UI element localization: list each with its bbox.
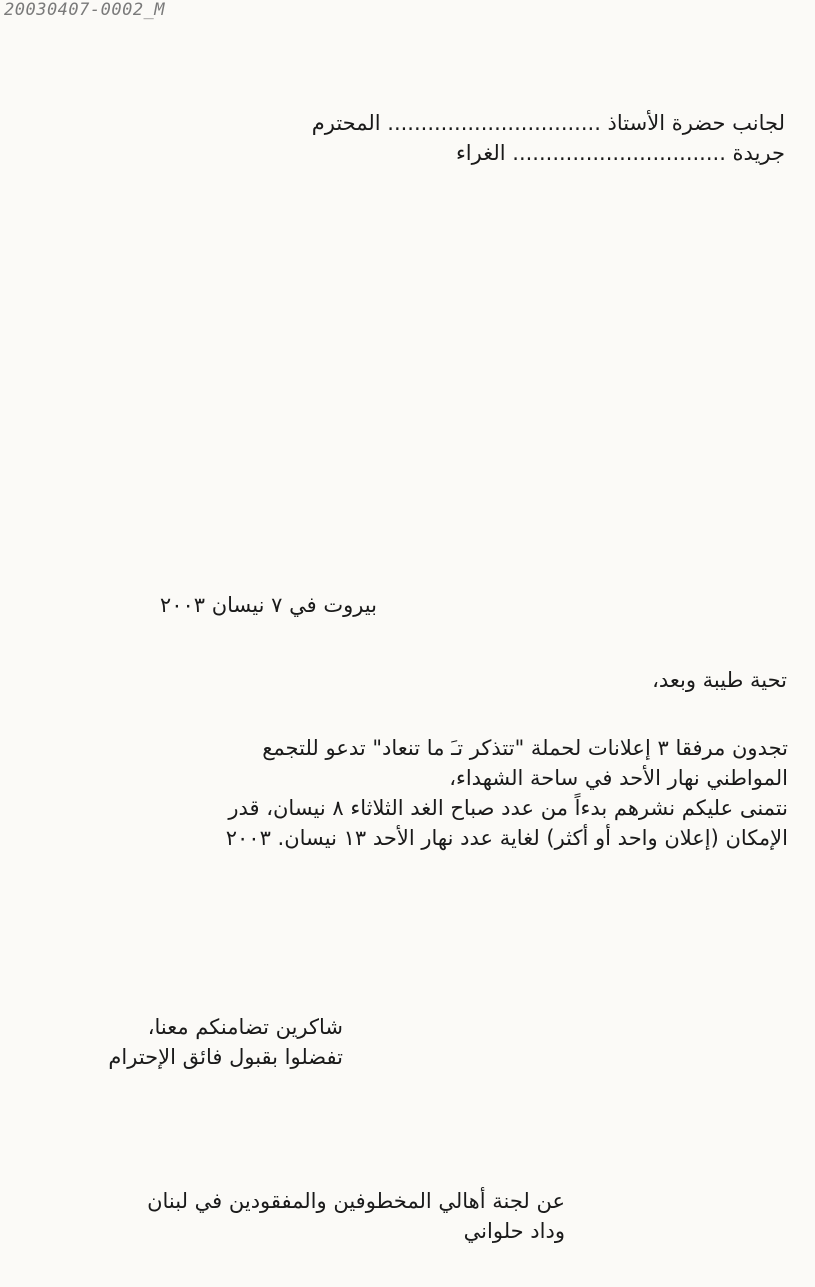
closing-line-1: شاكرين تضامنكم معنا، (147, 1015, 343, 1039)
greeting: تحية طيبة وبعد، (652, 668, 787, 692)
signature-name: وداد حلواني (463, 1219, 565, 1243)
body-line-3: نتمنى عليكم نشرهم بدءاً من عدد صباح الغد الثلاثاء ٨ نيسان، قدر (228, 796, 788, 820)
addressee-line-1: لجانب حضرة الأستاذ ................................ المحترم (311, 111, 785, 135)
body-line-1: تجدون مرفقا ٣ إعلانات لحملة "تتذكر تـَ ما تنعاد" تدعو للتجمع (262, 736, 788, 760)
reference-stamp: 20030407-0002_M (4, 0, 166, 20)
addressee-block (225, 108, 785, 168)
closing-block (23, 1012, 343, 1072)
letter-body (88, 733, 788, 853)
closing-line-2: تفضلوا بقبول فائق الإحترام (108, 1045, 343, 1069)
date-line: بيروت في ٧ نيسان ٢٠٠٣ (159, 593, 377, 617)
signature-organization: عن لجنة أهالي المخطوفين والمفقودين في لبنان (147, 1189, 565, 1213)
addressee-line-2: جريدة ................................ الغراء (455, 141, 785, 165)
body-line-2: المواطني نهار الأحد في ساحة الشهداء، (449, 766, 788, 790)
signature-block (65, 1186, 565, 1246)
body-line-4: الإمكان (إعلان واحد أو أكثر) لغاية عدد نهار الأحد ١٣ نيسان. ٢٠٠٣ (225, 826, 788, 850)
